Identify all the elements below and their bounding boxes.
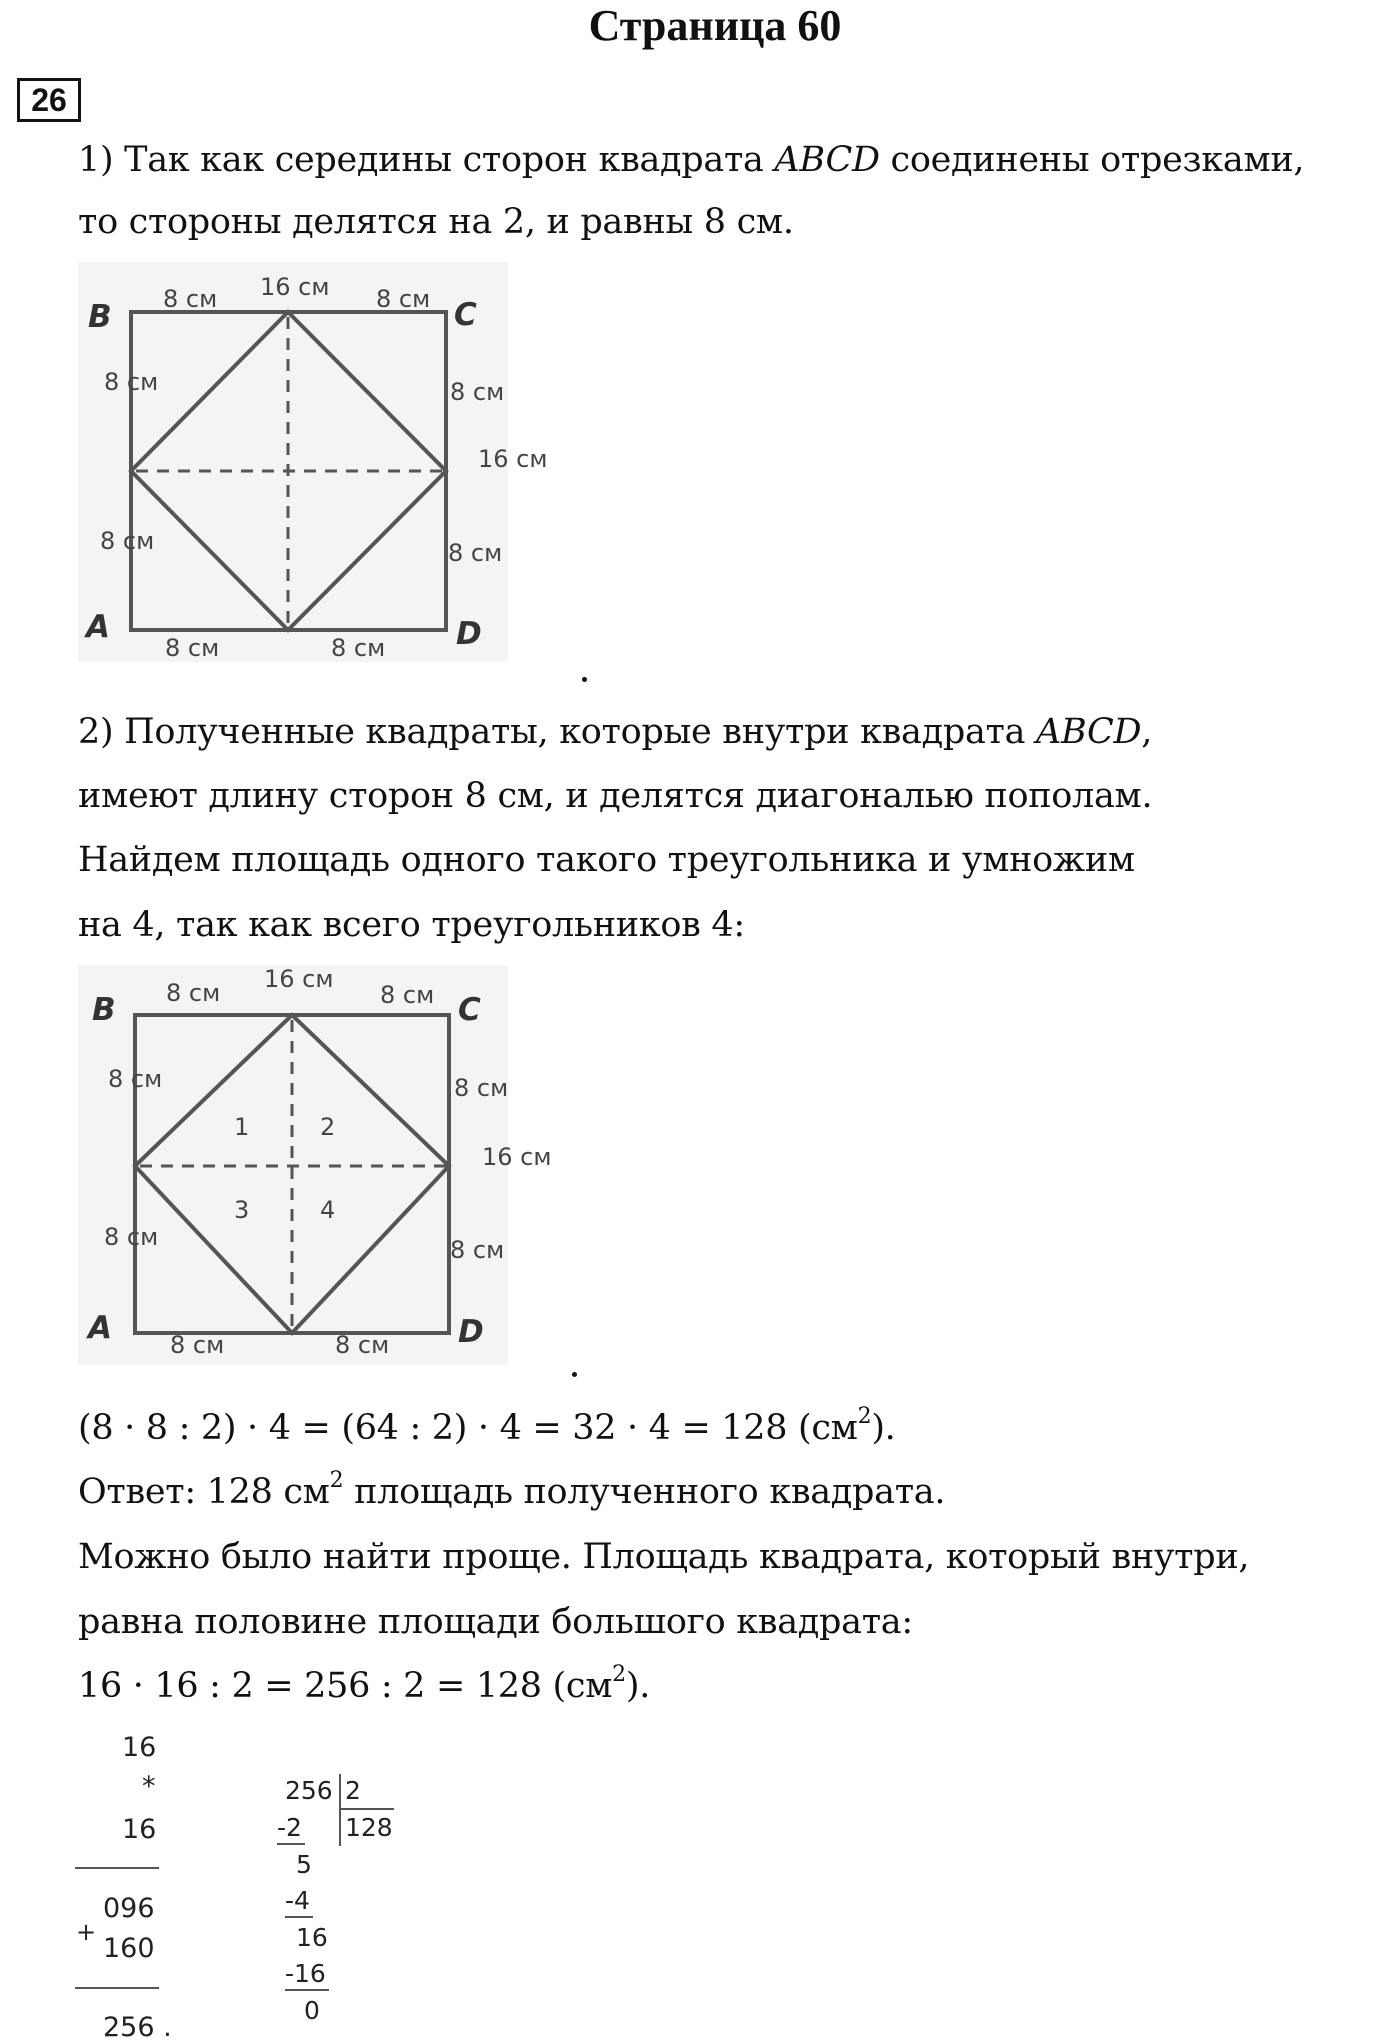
div-divisor-rule (339, 1808, 394, 1810)
triangle-label-3: 3 (234, 1196, 250, 1224)
div-rule-3 (285, 1989, 329, 1991)
equation-2-end: ). (625, 1666, 651, 1706)
vertex-d-2: D (458, 1314, 484, 1350)
mult-rule-1 (75, 1867, 159, 1869)
label-left-lower-8: 8 см (100, 527, 155, 555)
trailing-dot-2 (572, 1372, 577, 1377)
label-right-lower-8-2: 8 см (450, 1236, 505, 1264)
alt-line-2: равна половине площади большого квадрата: (78, 1602, 913, 1642)
part1-line1-text: 1) Так как середины сторон квадрата (78, 140, 775, 180)
page-title: Страница 60 (588, 1, 842, 50)
vertex-b: B (88, 299, 112, 335)
div-dividend: 256 (285, 1776, 333, 1805)
vertex-c-2: C (458, 992, 481, 1028)
part2-abcd: ABCD (1035, 712, 1142, 752)
equation-1 (78, 1406, 896, 1450)
label-bottom-left-8: 8 см (165, 634, 220, 662)
label-left-upper-8: 8 см (104, 368, 159, 396)
label-top-right-8: 8 см (376, 285, 431, 313)
vertex-d: D (456, 616, 482, 652)
part2-line1-text: 2) Полученные квадраты, которые внутри квадрата (78, 712, 1036, 752)
part1-line2: то стороны делятся на 2, и равны 8 см. (78, 202, 794, 242)
label-top-16-2: 16 см (264, 965, 334, 993)
equation-1-text: (8 · 8 : 2) · 4 = (64 : 2) · 4 = 32 · 4 = 128 (см (78, 1408, 858, 1448)
equation-1-exponent: 2 (857, 1404, 872, 1430)
label-right-16-2: 16 см (482, 1143, 552, 1171)
triangle-label-1: 1 (234, 1113, 250, 1141)
label-right-upper-8-2: 8 см (454, 1074, 509, 1102)
div-remainder-1: 5 (296, 1850, 312, 1879)
label-left-upper-8-2: 8 см (108, 1065, 163, 1093)
square-figure-1 (78, 262, 598, 662)
answer-line (78, 1470, 945, 1514)
label-bottom-left-8-2: 8 см (170, 1331, 225, 1359)
mult-partial-2: 160 (103, 1933, 155, 1964)
mult-factor-b: 16 (122, 1814, 157, 1845)
label-right-lower-8: 8 см (448, 539, 503, 567)
trailing-dot-1 (582, 677, 587, 682)
mult-partial-1: 096 (103, 1893, 155, 1924)
task-number-badge: 26 (17, 78, 81, 122)
part1-line1 (78, 138, 1304, 182)
answer-exponent: 2 (329, 1468, 344, 1494)
vertex-a-2: A (88, 1310, 112, 1346)
triangle-label-2: 2 (320, 1113, 336, 1141)
label-top-left-8-2: 8 см (166, 979, 221, 1007)
equation-2-exponent: 2 (612, 1662, 626, 1688)
alt-line-1: Можно было найти проще. Площадь квадрата, который внутри, (78, 1537, 1250, 1577)
div-quotient: 128 (345, 1813, 393, 1842)
answer-end: площадь полученного квадрата. (343, 1472, 946, 1512)
label-bottom-right-8: 8 см (331, 634, 386, 662)
mult-factor-a: 16 (122, 1732, 157, 1763)
part2-line1-end: , (1141, 712, 1153, 752)
div-divisor: 2 (345, 1776, 361, 1805)
equation-2 (78, 1664, 650, 1708)
label-top-right-8-2: 8 см (380, 981, 435, 1009)
div-subtract-2: -4 (285, 1886, 310, 1915)
div-remainder-2: 16 (296, 1923, 328, 1952)
triangle-label-4: 4 (320, 1196, 336, 1224)
label-top-16: 16 см (260, 273, 330, 301)
part2-line3: Найдем площадь одного такого треугольника и умножим (78, 840, 1135, 880)
equation-2-text: 16 · 16 : 2 = 256 : 2 = 128 (см (78, 1666, 613, 1706)
div-rule-2 (285, 1916, 313, 1918)
div-remainder-3: 0 (304, 1996, 320, 2025)
label-right-upper-8: 8 см (450, 378, 505, 406)
label-left-lower-8-2: 8 см (104, 1223, 159, 1251)
vertex-a: A (86, 609, 110, 645)
part2-line1 (78, 710, 1152, 754)
label-bottom-right-8-2: 8 см (335, 1331, 390, 1359)
mult-operator: * (142, 1771, 156, 1802)
equation-1-end: ). (871, 1408, 896, 1448)
vertex-c: C (454, 297, 477, 333)
mult-rule-2 (75, 1987, 159, 1989)
part1-abcd: ABCD (774, 140, 880, 180)
div-vertical-bar (339, 1774, 341, 1846)
div-subtract-1: -2 (277, 1813, 302, 1842)
part2-line4: на 4, так как всего треугольников 4: (78, 905, 745, 945)
div-rule-1 (277, 1843, 305, 1845)
div-subtract-3: -16 (285, 1959, 326, 1988)
label-right-16: 16 см (478, 445, 548, 473)
square-figure-2 (78, 965, 598, 1359)
answer-text: Ответ: 128 см (78, 1472, 330, 1512)
mult-plus: + (76, 1918, 97, 1946)
vertex-b-2: B (92, 992, 116, 1028)
part2-line2: имеют длину сторон 8 см, и делятся диагональю пополам. (78, 776, 1153, 816)
part1-line1-end: соединены отрезками, (879, 140, 1305, 180)
mult-result: 256 . (103, 2012, 172, 2043)
label-top-left-8: 8 см (163, 285, 218, 313)
